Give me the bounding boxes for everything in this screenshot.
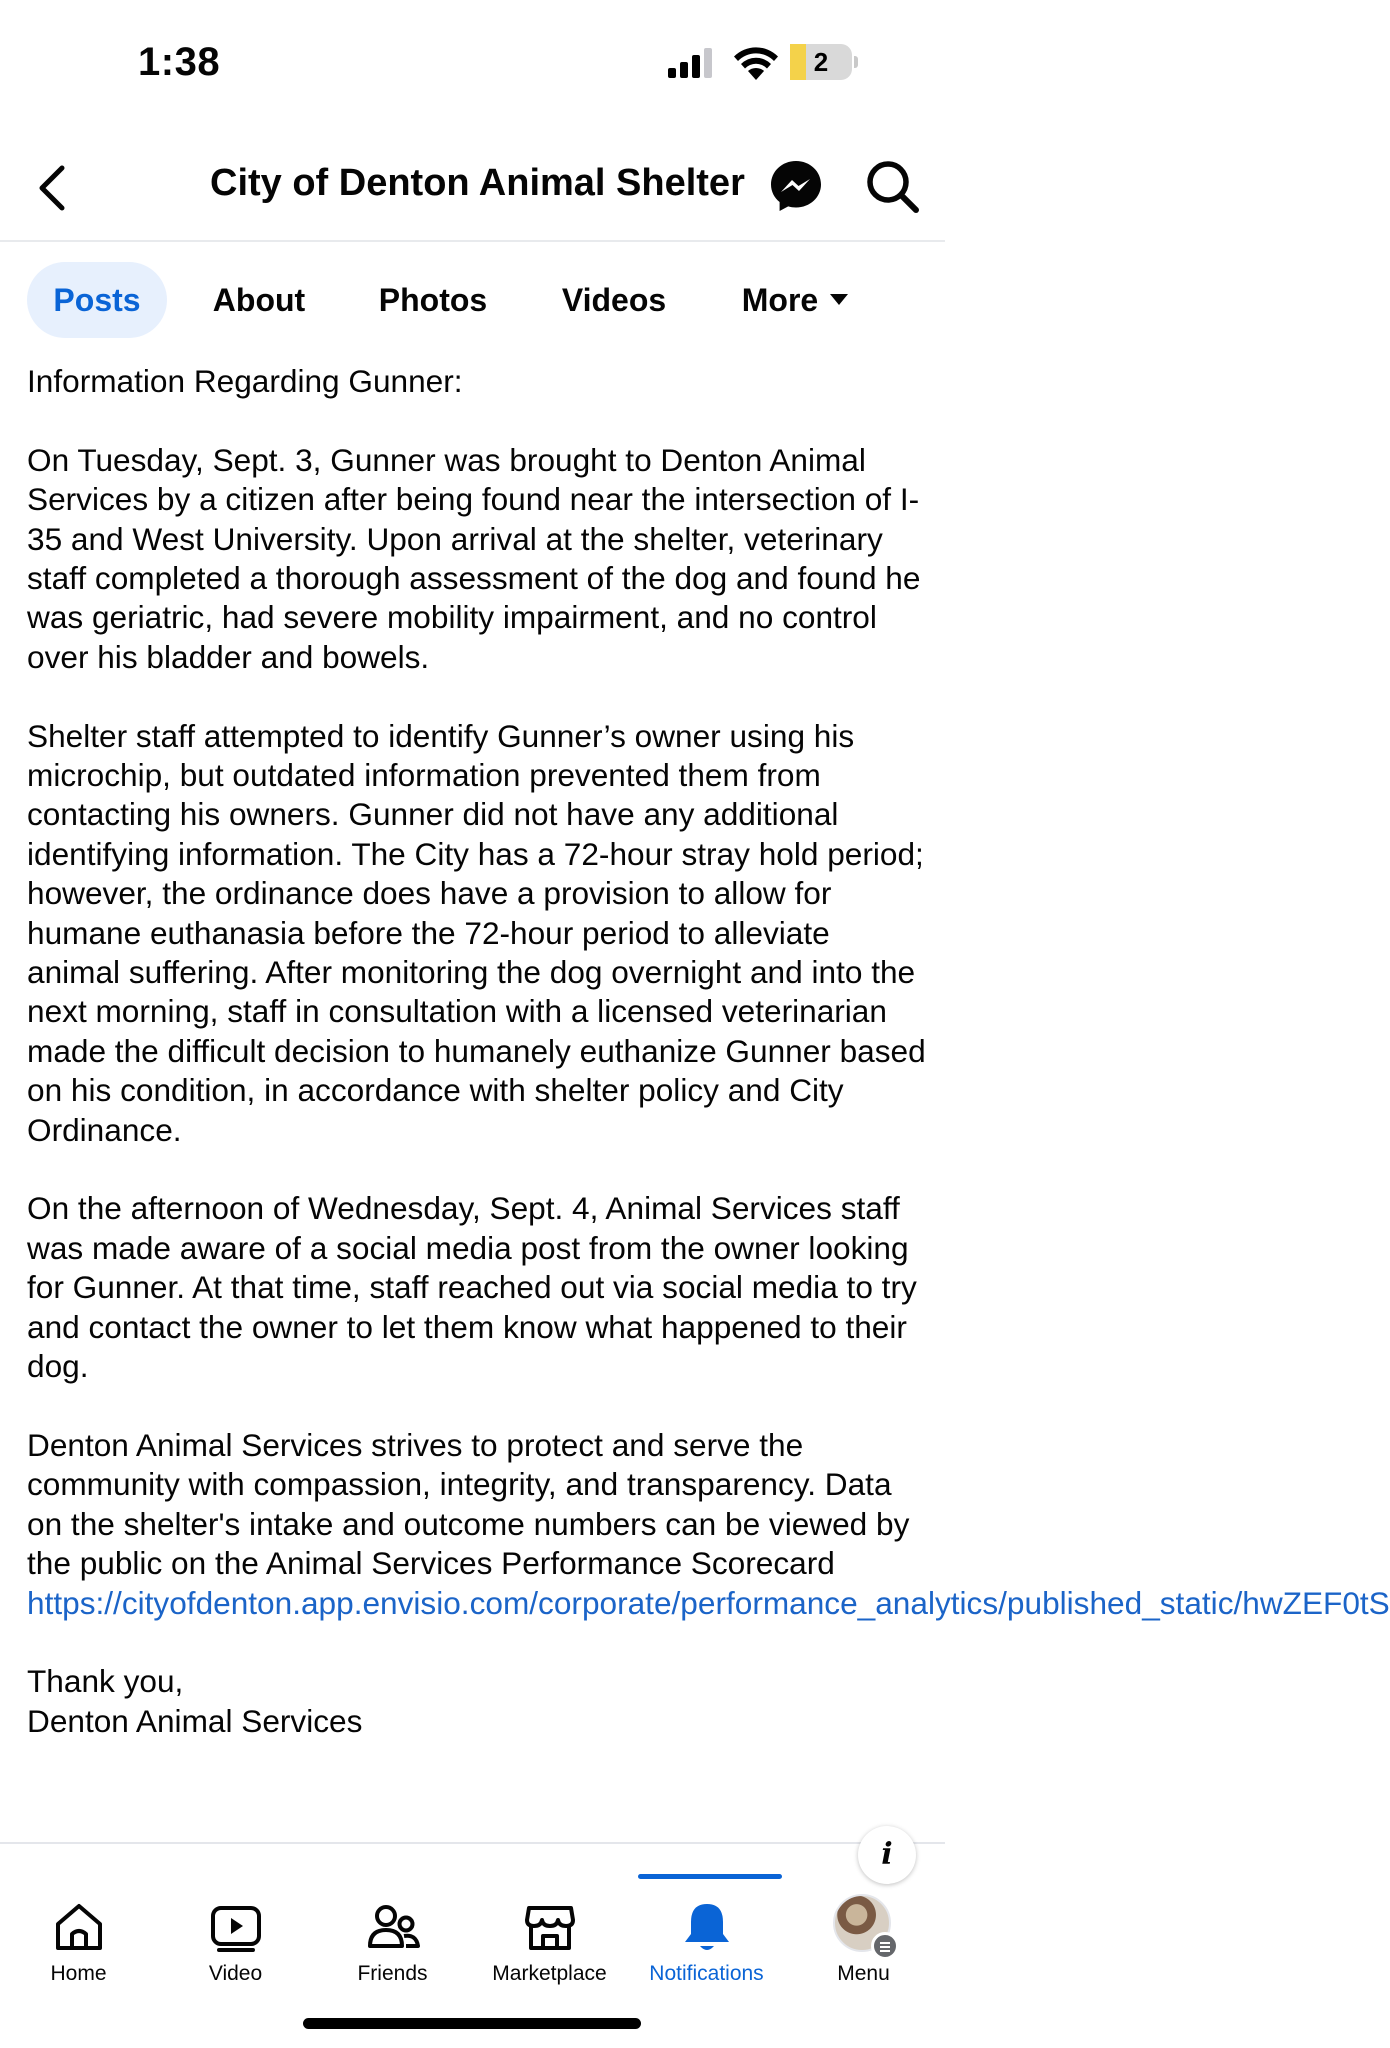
page-header — [0, 130, 945, 242]
nav-label: Home — [50, 1962, 107, 1985]
tab-more-label: More — [741, 282, 819, 318]
nav-video[interactable] — [157, 1880, 314, 1990]
page-title: City of Denton Animal Shelter — [210, 162, 745, 204]
bottom-nav — [0, 1880, 945, 1990]
divider — [0, 1842, 945, 1844]
status-bar — [0, 0, 945, 120]
menu-icon — [871, 1932, 899, 1960]
scorecard-link[interactable]: https://cityofdenton.app.envisio.com/corporate/performance_analytics/published_static/hwZEF0tS — [27, 1584, 1390, 1621]
back-arrow-icon[interactable] — [28, 158, 78, 218]
nav-label: Notifications — [649, 1962, 764, 1985]
tab-more[interactable] — [730, 262, 860, 338]
info-icon[interactable]: i — [858, 1826, 916, 1884]
nav-label: Marketplace — [492, 1962, 607, 1985]
post-paragraph-text: Denton Animal Services strives to protect and serve the community with compassion, integrity, and transparency. Data on the shelter's intake and outcome numbers can be viewed by the public on the Animal Services Performance Scorecard — [27, 1426, 910, 1582]
post-paragraph: Shelter staff attempted to identify Gunner’s owner using his microchip, but outdated information prevented them from contacting his owners. Gunner did not have any additional identifying information. The City has a 72-hour stray hold period; however, the ordinance does have a provision to allow for humane euthanasia before the 72-hour period to alleviate animal suffering. After monitoring the dog overnight and into the next morning, staff in consultation with a licensed veterinarian made the difficult decision to humanely euthanize Gunner based on his condition, in accordance with shelter policy and City Ordinance. — [27, 717, 926, 1148]
tab-posts[interactable]: Posts — [27, 262, 167, 338]
nav-label: Menu — [837, 1962, 890, 1985]
post-paragraph: On Tuesday, Sept. 3, Gunner was brought to Denton Animal Services by a citizen after being found near the intersection of I-35 and West University. Upon arrival at the shelter, veterinary staff completed a thorough assessment of the dog and found he was geriatric, had severe mobility impairment, and no control over his bladder and bowels. — [27, 441, 921, 675]
tab-videos[interactable]: Videos — [561, 282, 667, 318]
nav-friends[interactable] — [314, 1880, 471, 1990]
tab-photos[interactable]: Photos — [378, 282, 488, 318]
post-closing: Thank you, — [27, 1663, 184, 1700]
nav-notifications[interactable] — [628, 1880, 785, 1990]
nav-label: Video — [208, 1962, 263, 1985]
video-icon — [207, 1898, 265, 1956]
nav-marketplace[interactable] — [471, 1880, 628, 1990]
tab-about[interactable]: About — [212, 282, 306, 318]
nav-menu[interactable] — [785, 1880, 942, 1990]
search-icon[interactable] — [862, 156, 922, 216]
avatar — [833, 1894, 895, 1956]
marketplace-icon — [521, 1898, 579, 1956]
cellular-signal-icon — [668, 48, 716, 78]
post-body — [27, 362, 1390, 1741]
friends-icon — [364, 1898, 422, 1956]
page-tabs — [0, 258, 945, 342]
post-heading: Information Regarding Gunner: — [27, 363, 463, 399]
battery-level: 2 — [813, 47, 829, 77]
wifi-icon — [733, 46, 779, 80]
active-tab-indicator — [638, 1874, 782, 1879]
nav-label: Friends — [357, 1962, 428, 1985]
nav-home[interactable] — [0, 1880, 157, 1990]
battery-icon — [790, 44, 858, 80]
bell-icon — [678, 1898, 736, 1956]
post-signature: Denton Animal Services — [27, 1702, 363, 1739]
post-paragraph: On the afternoon of Wednesday, Sept. 4, Animal Services staff was made aware of a social media post from the owner looking for Gunner. At that time, staff reached out via social media to try and contact the owner to let them know what happened to their dog. — [27, 1190, 917, 1385]
home-indicator — [303, 2018, 641, 2029]
post-paragraph-with-link — [27, 1426, 1390, 1623]
status-time: 1:38 — [138, 40, 221, 84]
home-icon — [50, 1898, 108, 1956]
messenger-icon[interactable] — [768, 158, 824, 214]
caret-down-icon — [830, 294, 848, 305]
